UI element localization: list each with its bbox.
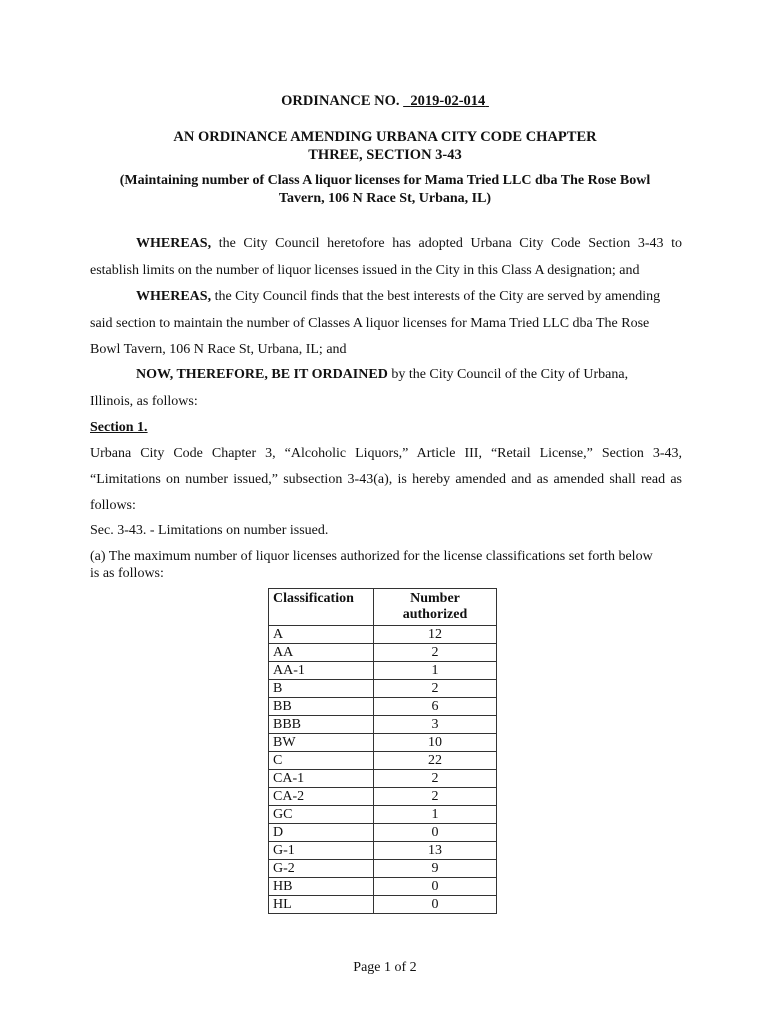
table-row [269, 680, 497, 698]
section-1-heading: Section 1. [90, 420, 148, 435]
classification-cell: C [269, 752, 374, 770]
number-authorized-cell: 9 [374, 860, 497, 878]
table-row [269, 698, 497, 716]
number-authorized-cell: 3 [374, 716, 497, 734]
table-row [269, 752, 497, 770]
whereas-1-line-1: WHEREAS, the City Council heretofore has adopted Urbana City Code Section 3-43 to [136, 236, 682, 251]
section-1-line-2: “Limitations on number issued,” subsection 3-43(a), is hereby amended and as amended shall read as [90, 472, 682, 487]
now-therefore-line-1: NOW, THEREFORE, BE IT ORDAINED by the City Council of the City of Urbana, [136, 367, 629, 382]
whereas-2-line-3: Bowl Tavern, 106 N Race St, Urbana, IL; and [90, 342, 347, 357]
whereas-1-line-2: establish limits on the number of liquor licenses issued in the City in this Class A designation; and [90, 263, 640, 278]
classification-cell: GC [269, 806, 374, 824]
table-row [269, 662, 497, 680]
number-authorized-cell: 0 [374, 824, 497, 842]
classification-cell: G-1 [269, 842, 374, 860]
ordinance-subtitle [90, 172, 680, 208]
number-authorized-cell: 13 [374, 842, 497, 860]
number-authorized-cell: 6 [374, 698, 497, 716]
classification-cell: BB [269, 698, 374, 716]
table-row [269, 770, 497, 788]
ordinance-number-heading [90, 93, 680, 110]
table-header-row [269, 589, 497, 626]
classification-cell: CA-2 [269, 788, 374, 806]
ordinance-title-line-2: THREE, SECTION 3-43 [308, 147, 462, 163]
whereas-2-line-2: said section to maintain the number of Classes A liquor licenses for Mama Tried LLC dba The Rose [90, 316, 650, 331]
ordinance-subtitle-line-1: (Maintaining number of Class A liquor licenses for Mama Tried LLC dba The Rose Bowl [119, 173, 651, 188]
classification-cell: BBB [269, 716, 374, 734]
subsection-a-line-2: is as follows: [90, 566, 164, 581]
whereas-2-lead: WHEREAS, [136, 289, 212, 304]
table-row [269, 788, 497, 806]
number-authorized-cell: 1 [374, 662, 497, 680]
number-authorized-cell: 2 [374, 644, 497, 662]
number-authorized-cell: 1 [374, 806, 497, 824]
number-authorized-cell: 22 [374, 752, 497, 770]
number-authorized-cell: 2 [374, 788, 497, 806]
number-authorized-cell: 0 [374, 896, 497, 914]
number-authorized-cell: 2 [374, 680, 497, 698]
ordinance-number: 2019-02-014 [410, 93, 486, 109]
classification-cell: HL [269, 896, 374, 914]
subsection-a-line-1: (a) The maximum number of liquor licenses authorized for the license classifications set forth below [90, 549, 653, 564]
now-therefore-line-2: Illinois, as follows: [90, 394, 198, 409]
classification-cell: G-2 [269, 860, 374, 878]
ordinance-subtitle-line-2: Tavern, 106 N Race St, Urbana, IL) [278, 191, 492, 206]
table-row [269, 860, 497, 878]
number-authorized-cell: 0 [374, 878, 497, 896]
classification-cell: A [269, 626, 374, 644]
classification-cell: D [269, 824, 374, 842]
classification-cell: AA-1 [269, 662, 374, 680]
classification-cell: CA-1 [269, 770, 374, 788]
license-table-body [269, 626, 497, 914]
table-row [269, 824, 497, 842]
now-therefore-lead: NOW, THEREFORE, BE IT ORDAINED [136, 367, 388, 382]
classification-cell: B [269, 680, 374, 698]
classification-cell: HB [269, 878, 374, 896]
table-row [269, 842, 497, 860]
table-row [269, 896, 497, 914]
whereas-2-line-1: WHEREAS, the City Council finds that the best interests of the City are served by amending [136, 289, 661, 304]
ordinance-title [90, 128, 680, 164]
classification-cell: BW [269, 734, 374, 752]
classification-cell: AA [269, 644, 374, 662]
table-row [269, 878, 497, 896]
ordinance-label: ORDINANCE NO. [281, 93, 400, 109]
table-row [269, 644, 497, 662]
page-number: Page 1 of 2 [353, 960, 417, 975]
table-row [269, 734, 497, 752]
table-row [269, 626, 497, 644]
whereas-1-lead: WHEREAS, [136, 236, 212, 251]
number-authorized-cell: 2 [374, 770, 497, 788]
number-authorized-cell: 12 [374, 626, 497, 644]
section-1-line-1: Urbana City Code Chapter 3, “Alcoholic Liquors,” Article III, “Retail License,” Section 3-43, [90, 446, 682, 461]
classification-column-header: Classification [269, 589, 374, 626]
number-authorized-column-header: Number authorized [374, 589, 497, 626]
sec-3-43-line: Sec. 3-43. - Limitations on number issued. [90, 523, 329, 538]
number-authorized-cell: 10 [374, 734, 497, 752]
ordinance-title-line-1: AN ORDINANCE AMENDING URBANA CITY CODE CHAPTER [173, 129, 597, 145]
table-row [269, 716, 497, 734]
table-row [269, 806, 497, 824]
license-limits-table [268, 588, 497, 914]
section-1-line-3: follows: [90, 498, 136, 513]
